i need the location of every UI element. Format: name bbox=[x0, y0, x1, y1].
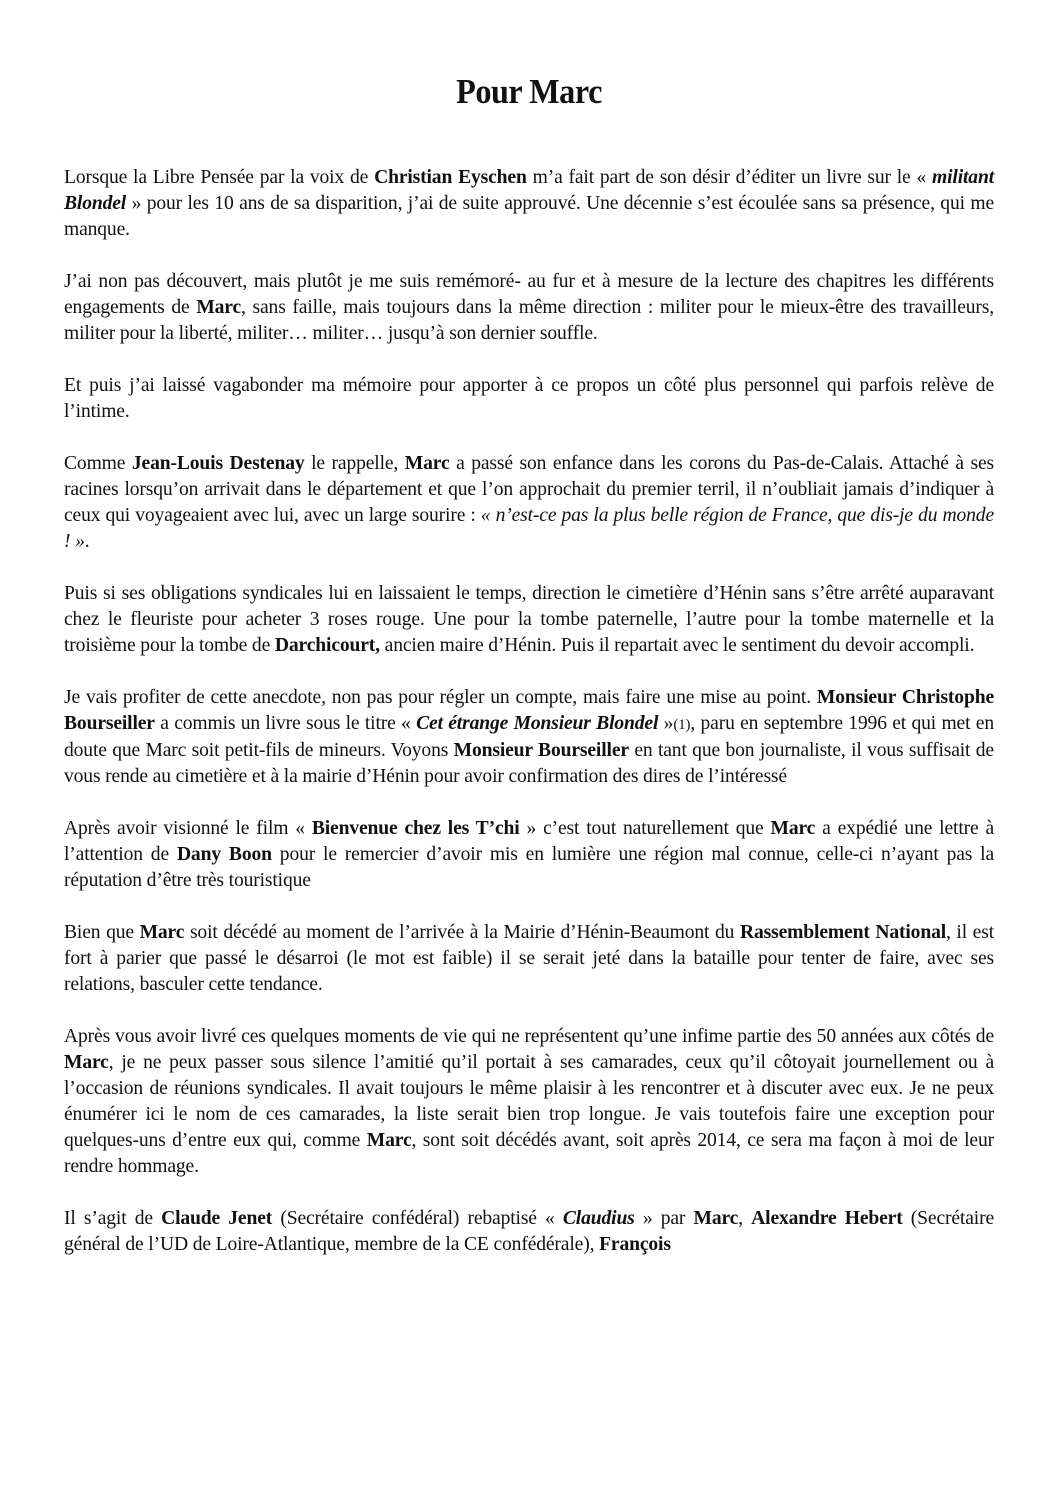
page-title: Pour Marc bbox=[456, 72, 602, 111]
bold-text: Alexandre Hebert bbox=[751, 1208, 903, 1229]
paragraph bbox=[64, 269, 994, 347]
bold-text: Monsieur Christophe Bourseiller bbox=[64, 687, 994, 734]
text-run: soit décédé au moment de l’arrivée à la Mairie d’Hénin-Beaumont du bbox=[184, 922, 740, 943]
text-run: Et puis j’ai laissé vagabonder ma mémoire pour apporter à ce propos un côté plus personnel qui parfois relève de l’intime. bbox=[64, 375, 994, 422]
document-page bbox=[64, 60, 994, 1284]
bold-text: Bienvenue chez les T’chi bbox=[311, 818, 520, 839]
text-run: . bbox=[84, 531, 90, 552]
bold-text: Rassemblement National bbox=[739, 922, 947, 943]
text-run: J’ai non pas découvert, mais plutôt je me suis remémoré- au fur et à mesure de la lecture des chapitres les différents engagements de bbox=[64, 271, 994, 318]
text-run: le rappelle, bbox=[304, 453, 405, 474]
bold-text: Cet étrange Monsieur Blondel bbox=[416, 713, 659, 734]
bold-text: Darchicourt, bbox=[274, 635, 380, 656]
bold-text: Dany Boon bbox=[176, 844, 272, 865]
bold-text: Marc bbox=[64, 1052, 109, 1073]
bold-text: Marc bbox=[693, 1208, 739, 1229]
bold-text: Marc bbox=[366, 1130, 412, 1151]
text-run: Lorsque la Libre Pensée par la voix de bbox=[64, 167, 375, 188]
paragraph bbox=[64, 373, 994, 425]
bold-text: Marc bbox=[770, 818, 816, 839]
text-run: » par bbox=[634, 1208, 694, 1229]
text-run: , sans faille, mais toujours dans la même direction : militer pour le mieux-être des travailleurs, militer pour la liberté, militer… militer… jusqu’à son dernier souffle. bbox=[64, 297, 994, 344]
text-run: Après avoir visionné le film « bbox=[64, 818, 312, 839]
footnote-ref: (1) bbox=[673, 717, 691, 733]
bold-text: Claude Jenet bbox=[161, 1208, 273, 1229]
text-run: , je ne peux passer sous silence l’amitié qu’il portait à ses camarades, ceux qu’il côtoyait journellement ou à l’occasion de réunions syndicales. Il avait toujours le même plaisir à les rencontrer et à discuter avec eux. Je ne peux énumérer ici le nom de ces camarades, la liste serait bien trop longue. Je vais toutefois faire une exception pour quelques-uns d’entre eux qui, comme bbox=[64, 1052, 994, 1151]
paragraph bbox=[64, 165, 994, 243]
text-run: pour le remercier d’avoir mis en lumière une région mal connue, celle-ci n’ayant pas la réputation d’être très touristique bbox=[64, 844, 995, 891]
text-run: , il est fort à parier que passé le désarroi (le mot est faible) il se serait jeté dans la bataille pour tenter de faire, avec ses relations, basculer cette tendance. bbox=[64, 922, 994, 995]
text-run: a commis un livre sous le titre « bbox=[154, 713, 417, 734]
paragraph bbox=[64, 920, 994, 998]
text-run: (Secrétaire général de l’UD de Loire-Atlantique, membre de la CE confédérale), bbox=[64, 1208, 994, 1255]
text-run: Je vais profiter de cette anecdote, non pas pour régler un compte, mais faire une mise au point. bbox=[64, 687, 817, 708]
bold-text: Marc bbox=[139, 922, 185, 943]
text-run: Puis si ses obligations syndicales lui en laissaient le temps, direction le cimetière d’Hénin sans s’être arrêté auparavant chez le fleuriste pour acheter 3 roses rouge. Une pour la tombe paternelle, l’autre pour la tombe maternelle et la troisième pour la tombe de bbox=[64, 583, 994, 656]
text-run: , paru en septembre 1996 et qui met en doute que Marc soit petit-fils de mineurs. Voyons bbox=[64, 713, 994, 761]
text-run: ancien maire d’Hénin. Puis il repartait avec le sentiment du devoir accompli. bbox=[379, 635, 975, 656]
paragraph bbox=[64, 685, 994, 790]
text-run: (Secrétaire confédéral) rebaptisé « bbox=[272, 1208, 563, 1229]
text-run: Comme bbox=[64, 453, 132, 474]
paragraph bbox=[64, 1024, 994, 1180]
text-run: , bbox=[738, 1208, 752, 1229]
bold-text: Claudius bbox=[562, 1208, 635, 1229]
text-run: » pour les 10 ans de sa disparition, j’ai de suite approuvé. Une décennie s’est écoulée sans sa présence, qui me manque. bbox=[64, 193, 994, 240]
bold-text: Marc bbox=[404, 453, 450, 474]
paragraph bbox=[64, 1206, 994, 1258]
bold-text: Christian Eyschen bbox=[374, 167, 527, 188]
italic-text: « n’est-ce pas la plus belle région de France, que dis-je du monde ! » bbox=[64, 505, 994, 552]
text-run: en tant que bon journaliste, il vous suffisait de vous rende au cimetière et à la mairie d’Hénin pour avoir confirmation des dires de l’intéressé bbox=[64, 740, 994, 787]
paragraph bbox=[64, 816, 994, 894]
text-run: » bbox=[658, 713, 674, 734]
text-run: Après vous avoir livré ces quelques moments de vie qui ne représentent qu’une infime partie des 50 années aux côtés de bbox=[64, 1026, 994, 1047]
text-run: a expédié une lettre à l’attention de bbox=[64, 818, 995, 865]
paragraph bbox=[64, 581, 994, 659]
text-run: m’a fait part de son désir d’éditer un livre sur le « bbox=[526, 167, 933, 188]
paragraph bbox=[64, 451, 994, 555]
text-run: , sont soit décédés avant, soit après 2014, ce sera ma façon à moi de leur rendre hommage. bbox=[64, 1130, 994, 1177]
bold-text: François bbox=[599, 1234, 671, 1255]
bold-text: Jean-Louis Destenay bbox=[131, 453, 305, 474]
document-body bbox=[64, 165, 994, 1258]
bold-text: militant Blondel bbox=[64, 167, 994, 214]
bold-text: Monsieur Bourseiller bbox=[453, 740, 629, 761]
text-run: Il s’agit de bbox=[64, 1208, 162, 1229]
text-run: Bien que bbox=[64, 922, 140, 943]
text-run: a passé son enfance dans les corons du Pas-de-Calais. Attaché à ses racines lorsqu’on arrivait dans le département et que l’on approchait du premier terril, il n’oubliait jamais d’indiquer à ceux qui voyageaient avec lui, avec un large sourire : bbox=[64, 453, 995, 526]
bold-text: Marc bbox=[196, 297, 242, 318]
text-run: » c’est tout naturellement que bbox=[519, 818, 771, 839]
